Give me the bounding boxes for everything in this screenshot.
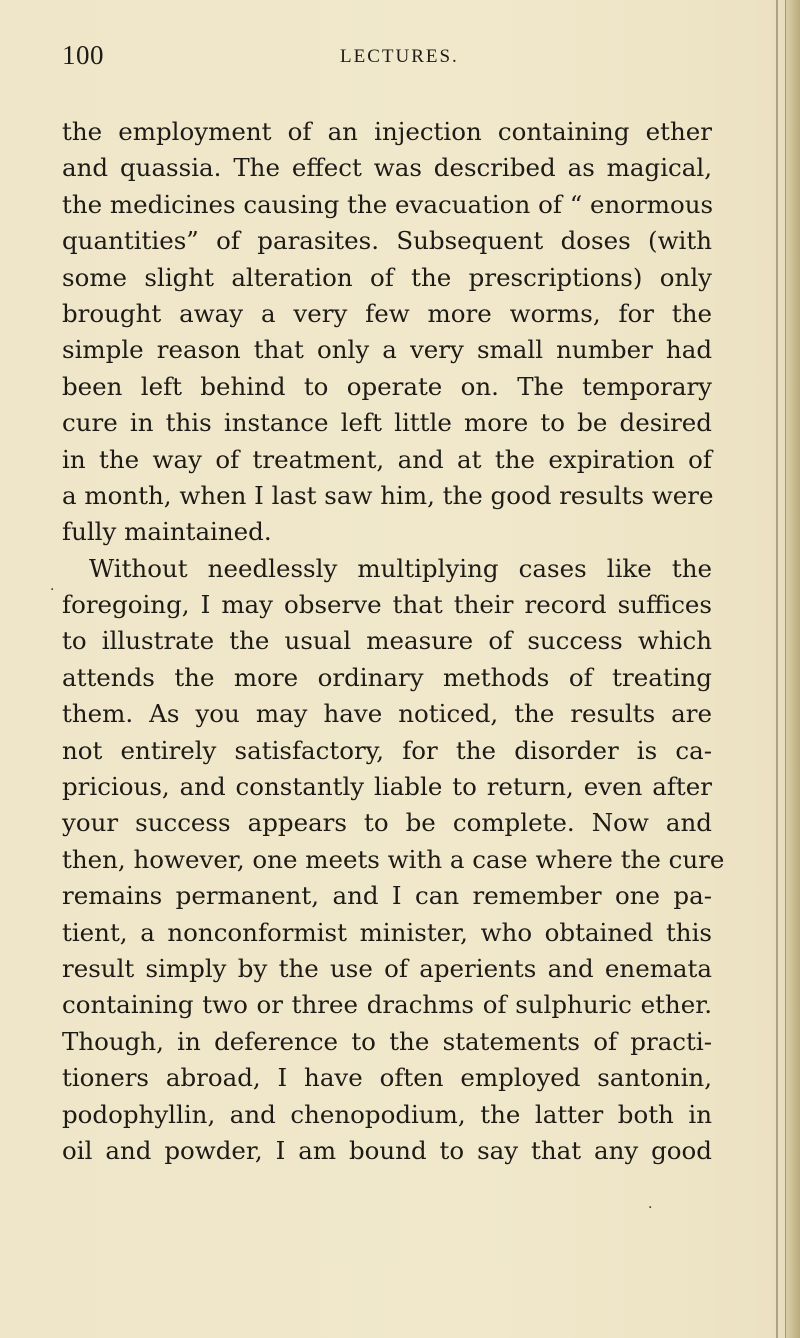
paragraph-start-line: Without needlessly multiplying cases like the bbox=[89, 553, 712, 583]
text-line: been left behind to operate on. The temporary bbox=[62, 371, 712, 401]
text-line: your success appears to be complete. Now and bbox=[62, 808, 712, 838]
page-fold-shadow bbox=[776, 0, 778, 1338]
text-line: Though, in deference to the statements of practi- bbox=[62, 1026, 712, 1056]
text-line: pricious, and constantly liable to return, even after bbox=[62, 772, 712, 802]
text-line: a month, when I last saw him, the good results were bbox=[62, 480, 714, 510]
paragraph-end-line: fully maintained. bbox=[62, 517, 272, 547]
text-line: in the way of treatment, and at the expiration of bbox=[62, 444, 712, 474]
text-line: some slight alteration of the prescriptions) only bbox=[62, 262, 712, 292]
text-line: containing two or three drachms of sulphuric ether. bbox=[62, 990, 712, 1020]
text-line: podophyllin, and chenopodium, the latter both in bbox=[62, 1099, 712, 1129]
page-header bbox=[62, 40, 752, 80]
page-number: 100 bbox=[62, 40, 104, 70]
text-line: them. As you may have noticed, the results are bbox=[62, 699, 712, 729]
text-line: tioners abroad, I have often employed santonin, bbox=[62, 1063, 712, 1093]
text-line: not entirely satisfactory, for the disorder is ca- bbox=[62, 735, 712, 765]
text-line: brought away a very few more worms, for the bbox=[62, 298, 712, 328]
text-line: simple reason that only a very small number had bbox=[62, 335, 712, 365]
text-line: cure in this instance left little more to be desired bbox=[62, 408, 712, 438]
page-speck: · bbox=[648, 1200, 653, 1216]
text-line: attends the more ordinary methods of treating bbox=[62, 662, 712, 692]
text-line: to illustrate the usual measure of success which bbox=[62, 626, 712, 656]
text-line: quantities” of parasites. Subsequent doses (with bbox=[62, 226, 712, 256]
running-head: LECTURES. bbox=[340, 46, 459, 67]
text-line: tient, a nonconformist minister, who obtained this bbox=[62, 917, 712, 947]
text-line: the employment of an injection containing ether bbox=[62, 117, 712, 146]
text-line: oil and powder, I am bound to say that any good bbox=[62, 1135, 712, 1165]
text-line: then, however, one meets with a case where the cure bbox=[62, 844, 725, 874]
text-line: remains permanent, and I can remember one pa- bbox=[62, 881, 712, 911]
text-line: the medicines causing the evacuation of “ enormous bbox=[62, 189, 714, 219]
text-line: and quassia. The effect was described as magical, bbox=[62, 153, 712, 183]
text-line: result simply by the use of aperients and enemata bbox=[62, 953, 712, 983]
text-line: foregoing, I may observe that their record suffices bbox=[62, 590, 712, 620]
body-text bbox=[62, 114, 725, 1169]
page-edge bbox=[785, 0, 800, 1338]
margin-speck: · bbox=[50, 582, 55, 598]
